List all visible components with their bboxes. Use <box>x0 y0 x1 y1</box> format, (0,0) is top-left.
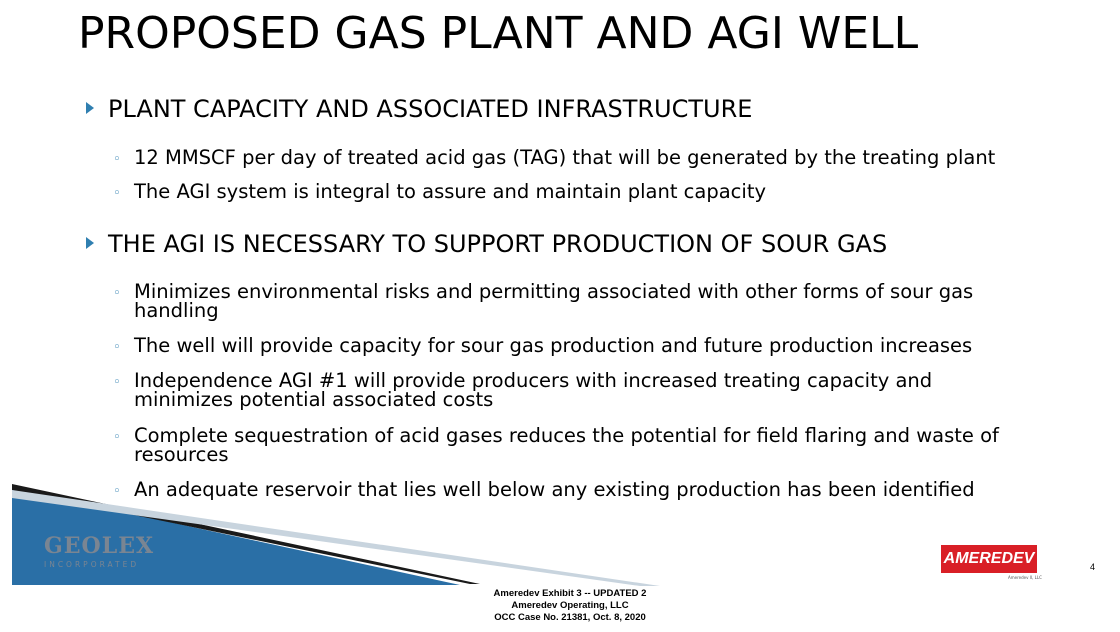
triangle-bullet-icon <box>86 237 94 249</box>
circle-bullet-icon: ◦ <box>113 375 121 390</box>
bullet-text: An adequate reservoir that lies well below any existing production has been identified <box>134 478 975 501</box>
bullet-text: The well will provide capacity for sour gas production and future production increases <box>134 334 973 357</box>
list-item <box>113 182 1033 201</box>
bullet-text: Complete sequestration of acid gases reduces the potential for field flaring and waste of resources <box>134 424 999 466</box>
exhibit-line-1: Ameredev Exhibit 3 -- UPDATED 2 <box>493 588 647 599</box>
bullet-text: Minimizes environmental risks and permitting associated with other forms of sour gas handling <box>134 280 974 322</box>
list-item <box>113 282 1033 320</box>
circle-bullet-icon: ◦ <box>113 186 121 201</box>
circle-bullet-icon: ◦ <box>113 286 121 301</box>
list-item <box>113 371 1033 409</box>
list-item <box>113 426 1033 464</box>
page-number: 4 <box>1090 562 1096 572</box>
bullet-text: 12 MMSCF per day of treated acid gas (TAG) that will be generated by the treating plant <box>134 146 996 169</box>
geolex-logo: GEOLEX <box>44 533 155 559</box>
section-heading-text: THE AGI IS NECESSARY TO SUPPORT PRODUCTION OF SOUR GAS <box>108 230 888 258</box>
circle-bullet-icon: ◦ <box>113 430 121 445</box>
exhibit-line-2: Ameredev Operating, LLC <box>511 600 629 611</box>
geolex-logo-subtitle: INCORPORATED <box>44 560 140 569</box>
circle-bullet-icon: ◦ <box>113 484 121 499</box>
slide-title: PROPOSED GAS PLANT AND AGI WELL <box>78 8 919 59</box>
section-heading-text: PLANT CAPACITY AND ASSOCIATED INFRASTRUCTURE <box>108 95 753 123</box>
exhibit-line-3: OCC Case No. 21381, Oct. 8, 2020 <box>494 612 646 623</box>
bullet-text: Independence AGI #1 will provide producers with increased treating capacity and minimizes potential associated costs <box>134 369 933 411</box>
triangle-bullet-icon <box>86 102 94 114</box>
list-item <box>113 148 1033 167</box>
circle-bullet-icon: ◦ <box>113 340 121 355</box>
section-heading-agi-necessary <box>86 230 887 258</box>
ameredev-logo-subtitle: Ameredev II, LLC <box>1008 575 1042 580</box>
circle-bullet-icon: ◦ <box>113 152 121 167</box>
exhibit-stamp <box>460 588 680 624</box>
section-heading-plant-capacity <box>86 95 752 123</box>
ameredev-logo: AMEREDEV <box>941 545 1037 573</box>
bullet-text: The AGI system is integral to assure and maintain plant capacity <box>134 180 767 203</box>
list-item <box>113 336 1033 355</box>
